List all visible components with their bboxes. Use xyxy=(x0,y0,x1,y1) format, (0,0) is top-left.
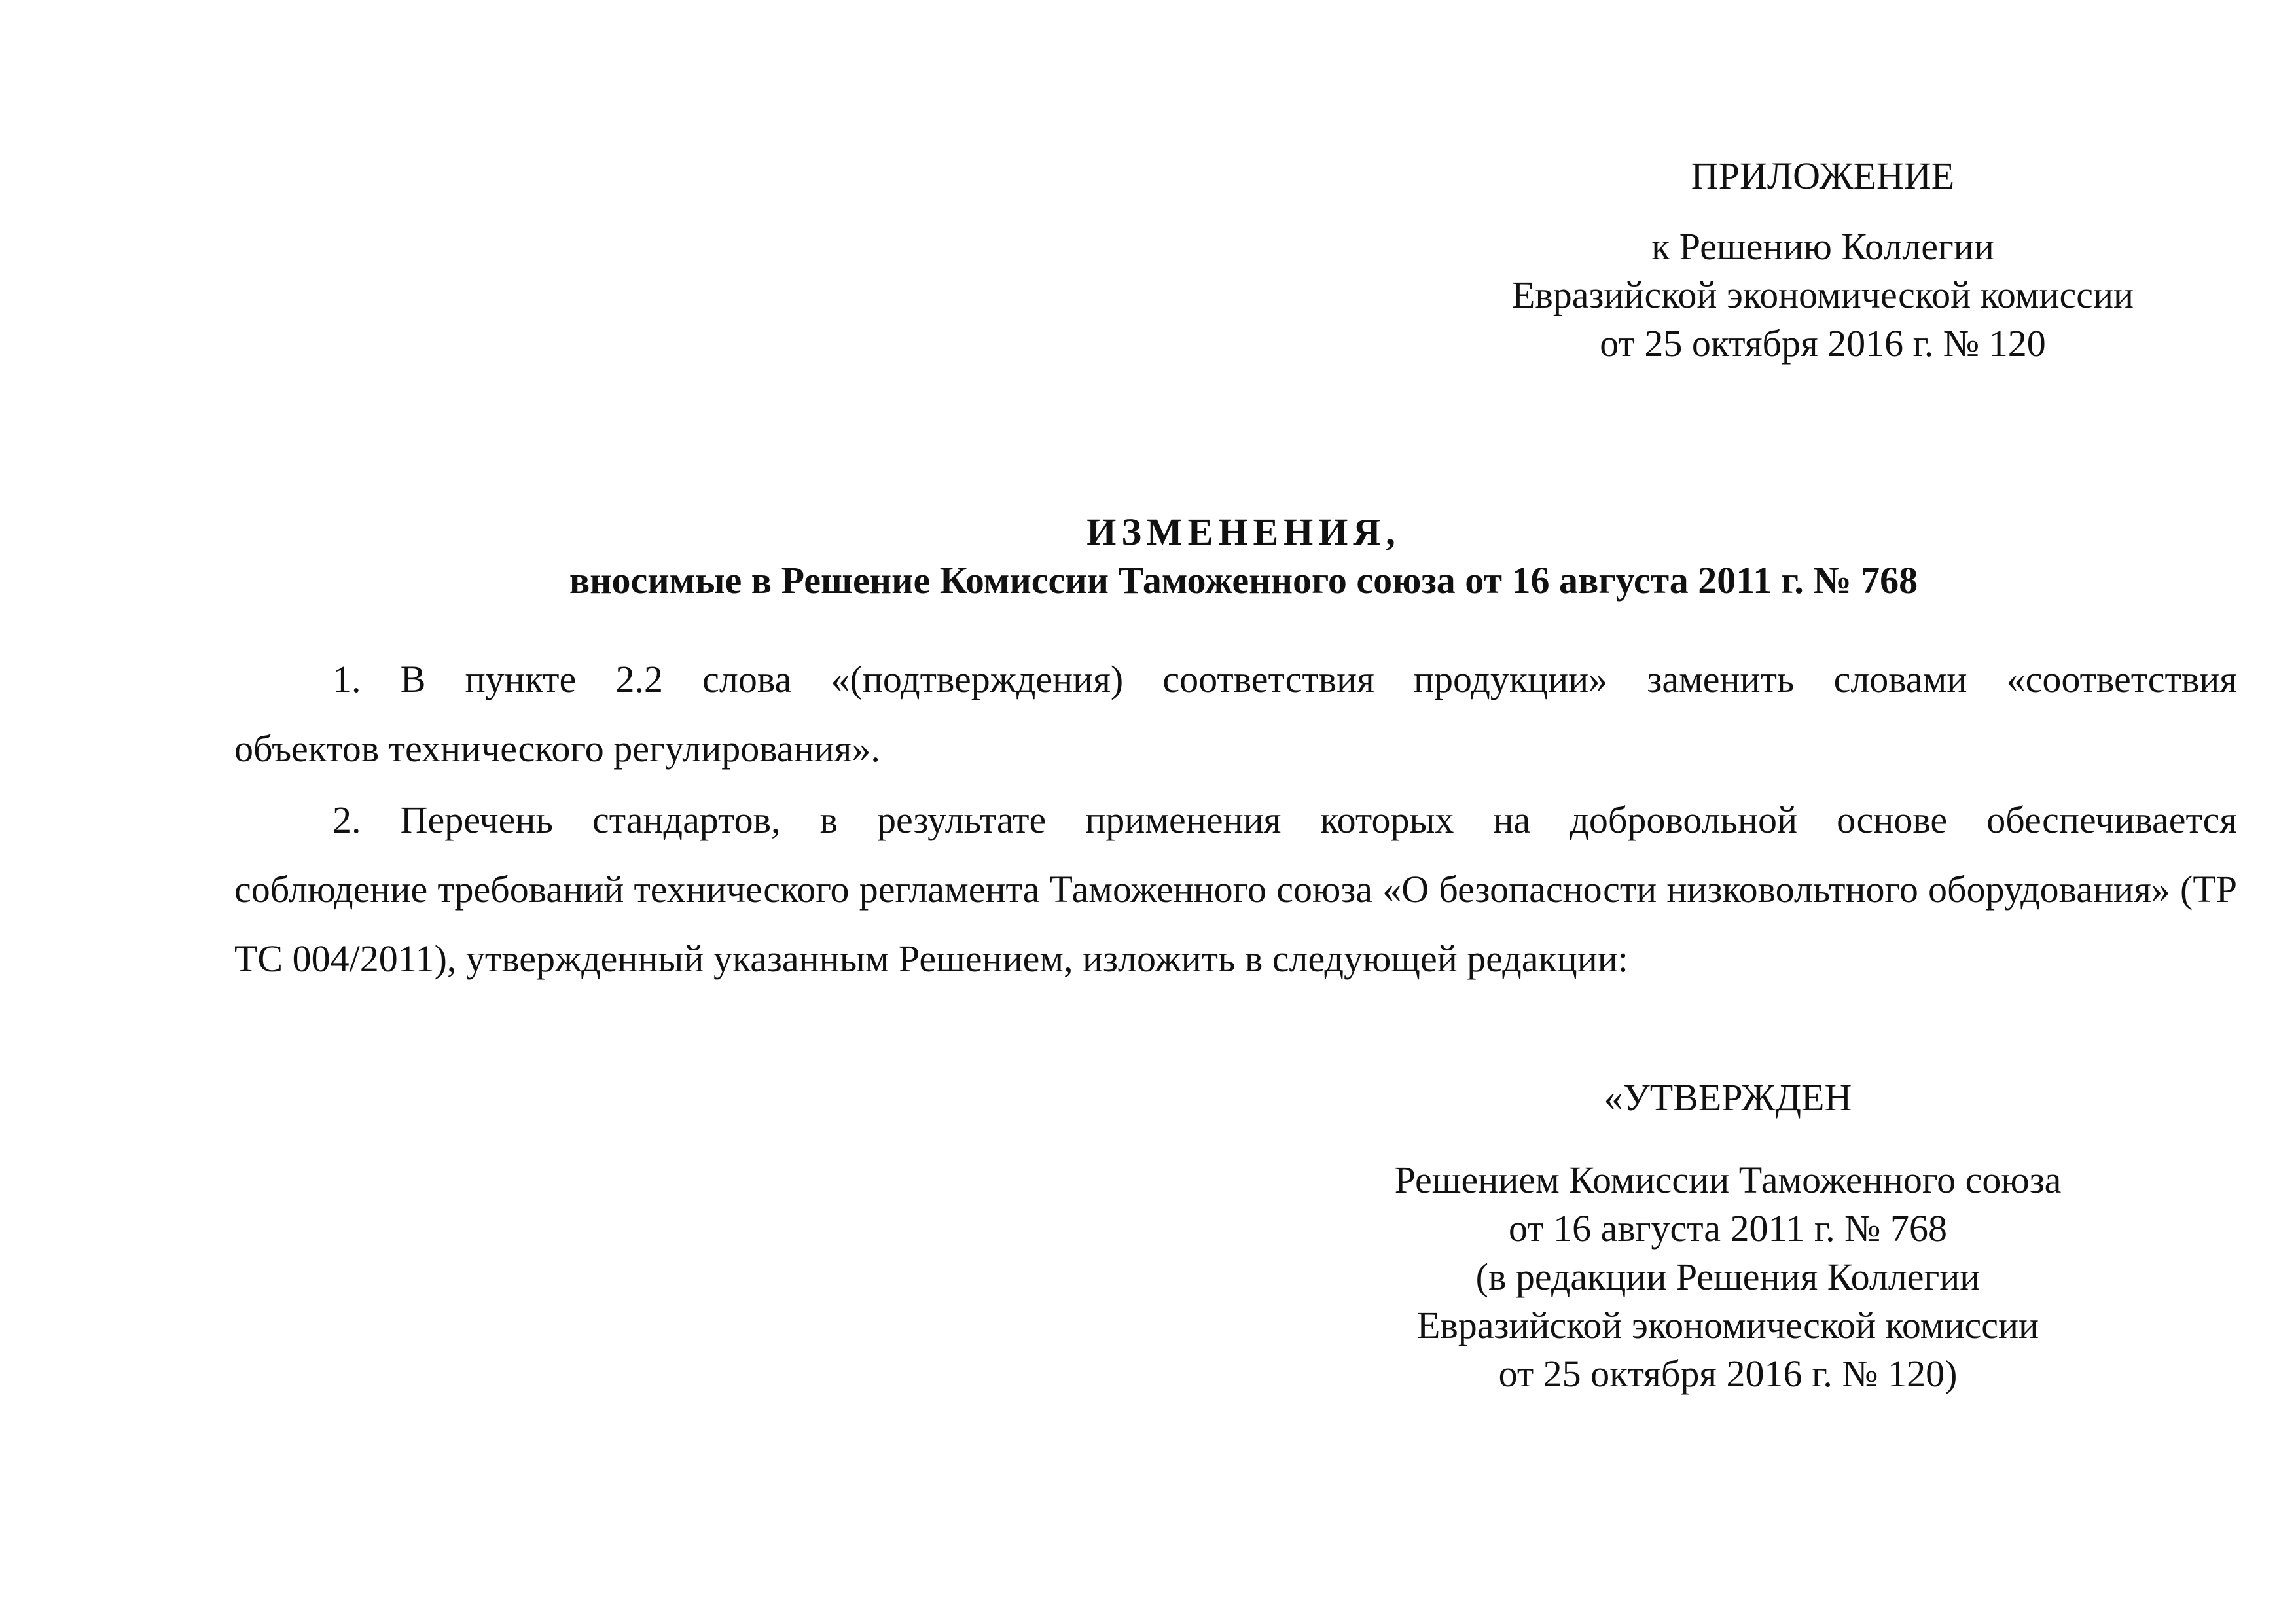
approved-line-4: Евразийской экономической комиссии xyxy=(1416,1304,2039,1346)
approved-line-3: (в редакции Решения Коллегии xyxy=(1475,1255,1981,1298)
approved-block xyxy=(1335,1074,2121,1398)
paragraph-1-rest: объектов технического регулирования». xyxy=(234,727,880,770)
approved-line-1: Решением Комиссии Таможенного союза xyxy=(1394,1159,2062,1201)
paragraph-2-first-text: Перечень стандартов, в результате применения которых на добровольной основе обеспечивается xyxy=(400,799,2238,841)
paragraph-1-first-line xyxy=(234,645,2237,714)
paragraph-2-rest: соблюдение требований технического регламента Таможенного союза «О безопасности низковольтного оборудования» (ТР ТС 004/2011), утвержденный указанным Решением, изложить в следующей редакции: xyxy=(234,868,2237,980)
annex-block xyxy=(1414,152,2232,368)
approved-line-2: от 16 августа 2011 г. № 768 xyxy=(1509,1207,1947,1250)
paragraph-2-number: 2. xyxy=(332,799,361,841)
annex-title: ПРИЛОЖЕНИЕ xyxy=(1691,154,1955,197)
paragraph-1 xyxy=(234,645,2237,784)
heading-title: ИЗМЕНЕНИЯ, xyxy=(1086,511,1401,553)
paragraph-1-first-text: В пункте 2.2 слова «(подтверждения) соответствия продукции» заменить словами «соответствия xyxy=(400,658,2237,700)
document-heading xyxy=(236,508,2251,605)
annex-line-3: от 25 октября 2016 г. № 120 xyxy=(1600,322,2046,365)
paragraph-2-first-line xyxy=(234,785,2237,855)
annex-line-2: Евразийской экономической комиссии xyxy=(1511,274,2134,316)
heading-subtitle: вносимые в Решение Комиссии Таможенного союза от 16 августа 2011 г. № 768 xyxy=(569,559,1918,602)
approved-line-5: от 25 октября 2016 г. № 120) xyxy=(1498,1352,1958,1395)
annex-line-1: к Решению Коллегии xyxy=(1651,225,1994,268)
paragraph-2 xyxy=(234,785,2237,994)
paragraph-1-number: 1. xyxy=(332,658,361,700)
approved-title: «УТВЕРЖДЕН xyxy=(1604,1076,1852,1119)
